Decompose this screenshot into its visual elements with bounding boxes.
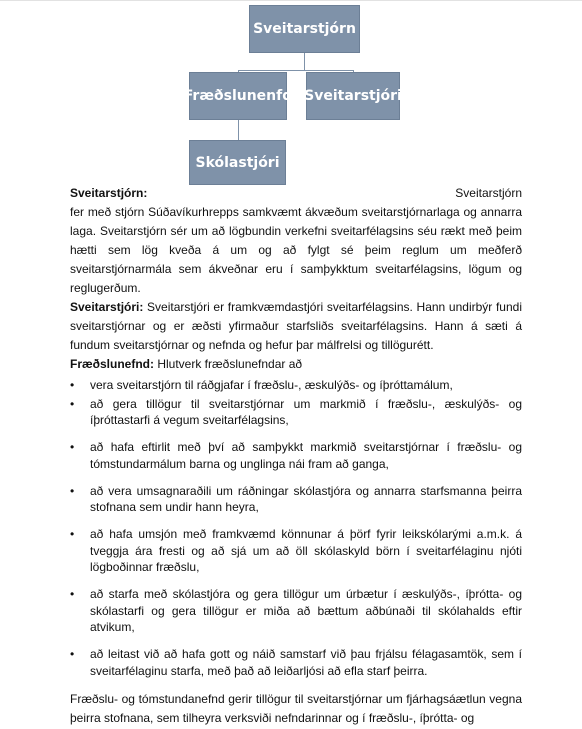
list-item-text: að hafa umsjón með framkvæmd könnunar á þörf fyrir leikskólarými a.m.k. á tveggja ára fresti og að sjá um að öll skólaskyld börn í sveitarfélaginu njóti lögboðinnar fræðslu, (90, 527, 522, 574)
list-item-text: að gera tillögur til sveitarstjórnar um markmið í fræðslu-, æskulýðs- og íþróttastarfi á vegum sveitarfélagsins, (90, 396, 522, 427)
org-box-sveitarstjorn: Sveitarstjórn (249, 5, 360, 53)
paragraph-tomstundanefnd: Fræðslu- og tómstundanefnd gerir tillögur til sveitarstjórnar um fjárhagsáætlun vegna þeirra stofnana, sem tilheyra verksviði nefndarinnar og í fræðslu-, íþrótta- og (70, 691, 522, 725)
list-item (70, 377, 522, 394)
list-item-text: að vera umsagnaraðili um ráðningar skólastjóra og annarra starfsmanna þeirra stofnana sem undir hann heyra, (90, 483, 522, 514)
org-box-fraedslunefnd: Fræðslunenfd (189, 72, 287, 120)
list-item (70, 396, 522, 429)
list-item-text: að hafa eftirlit með því að samþykkt markmið sveitarstjórnar í fræðslu- og tómstundarmálum barna og unglinga nái fram að ganga, (90, 440, 522, 471)
paragraph-sveitarstjori (70, 298, 522, 355)
list-item (70, 586, 522, 636)
paragraph-fraedslunefnd (70, 355, 522, 374)
paragraph-text: Hlutverk fræðslunefndar að (154, 357, 303, 371)
list-item-text: vera sveitarstjórn til ráðgjafar í fræðslu-, æskulýðs- og íþróttamálum, (90, 378, 453, 392)
connector-left-to-bottom (238, 120, 239, 140)
list-item-text: að starfa með skólastjóra og gera tillögur um úrbætur í æskulýðs-, íþrótta- og skólastarfi og gera tillögur er miða að bættum aðbúnaði til skólahalds eftir atvikum, (90, 587, 522, 634)
org-box-skolastjori: Skólastjóri (189, 140, 286, 185)
org-box-sveitarstjori: Sveitarstjóri (306, 72, 400, 120)
heading-sveitarstjorn: Sveitarstjórn: (70, 186, 148, 200)
list-item (70, 646, 522, 679)
paragraph-sveitarstjorn (70, 184, 522, 298)
connector-horizontal (238, 70, 354, 71)
list-item (70, 439, 522, 472)
org-chart (0, 0, 582, 185)
bullet-list (70, 377, 522, 679)
list-item (70, 483, 522, 516)
paragraph-first-line (70, 184, 522, 203)
paragraph-text: fer með stjórn Súðavíkurhrepps samkvæmt ákvæðum sveitarstjórnarlaga og annarra laga. Sveitarstjórn sér um að lögbundin verkefni sveitarfélagsins séu rækt með þeim hætti sem lög kveða á um og að fylgt sé þeim reglum um meðferð sveitarstjórnarmála sem ákveðnar eru í samþykktum sveitarfélagsins, lögum og reglugerðum. (70, 205, 522, 295)
heading-sveitarstjori: Sveitarstjóri: (70, 300, 144, 314)
document-body (70, 184, 522, 729)
heading-fraedslunefnd: Fræðslunefnd: (70, 357, 154, 371)
connector-top-down (304, 53, 305, 70)
list-item-text: að leitast við að hafa gott og náið samstarf við þau frjálsu félagasamtök, sem í sveitarfélaginu starfa, með það að leiðarljósi að efla starf þeirra. (90, 647, 522, 678)
paragraph-text: Sveitarstjóri er framkvæmdastjóri sveitarfélagsins. Hann undirbýr fundi sveitarstjórnar og er æðsti yfirmaður starfsliðs sveitarfélagsins. Hann á sæti á fundum sveitarstjórnar og nefnda og hefur þar málfrelsi og tillögurétt. (70, 300, 522, 352)
list-item (70, 526, 522, 576)
first-line-right-text: Sveitarstjórn (455, 186, 522, 200)
